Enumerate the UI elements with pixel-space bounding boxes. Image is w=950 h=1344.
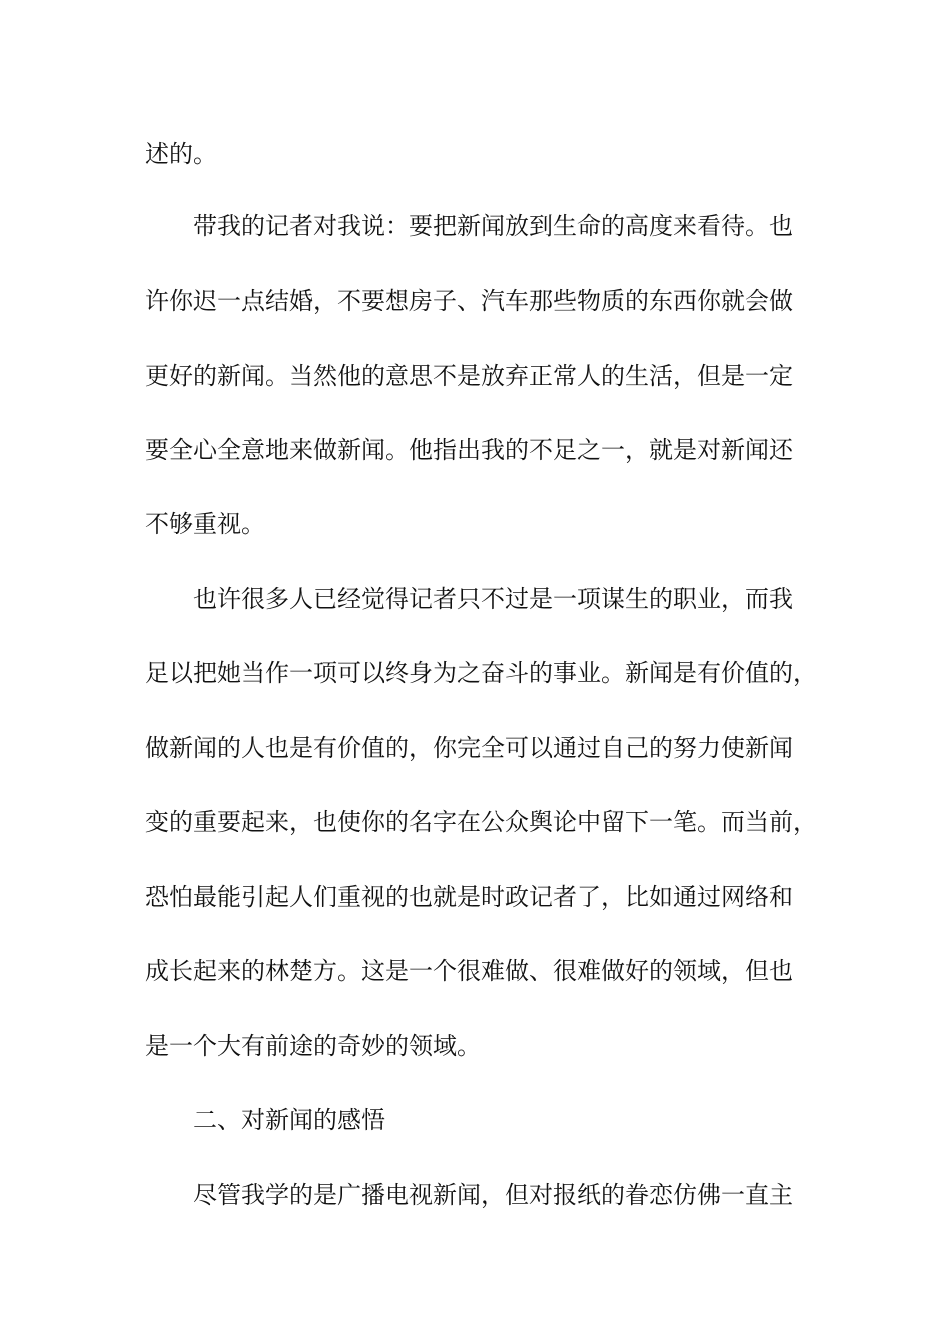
text-line: 恐怕最能引起人们重视的也就是时政记者了，比如通过网络和 xyxy=(145,883,793,911)
text-line: 也许很多人已经觉得记者只不过是一项谋生的职业，而我 xyxy=(193,585,793,613)
text-line: 足以把她当作一项可以终身为之奋斗的事业。新闻是有价值的， xyxy=(145,659,817,687)
text-line: 要全心全意地来做新闻。他指出我的不足之一，就是对新闻还 xyxy=(145,436,793,464)
text-line: 述的。 xyxy=(145,140,217,168)
text-line: 带我的记者对我说：要把新闻放到生命的高度来看待。也 xyxy=(193,212,793,240)
text-line: 尽管我学的是广播电视新闻，但对报纸的眷恋仿佛一直主 xyxy=(193,1181,793,1209)
text-line: 许你迟一点结婚，不要想房子、汽车那些物质的东西你就会做 xyxy=(145,287,793,315)
text-line: 变的重要起来，也使你的名字在公众舆论中留下一笔。而当前， xyxy=(145,808,817,836)
text-line: 不够重视。 xyxy=(145,510,265,538)
text-line: 更好的新闻。当然他的意思不是放弃正常人的生活，但是一定 xyxy=(145,362,793,390)
text-line: 是一个大有前途的奇妙的领域。 xyxy=(145,1032,481,1060)
text-line: 做新闻的人也是有价值的，你完全可以通过自己的努力使新闻 xyxy=(145,734,793,762)
section-heading: 二、对新闻的感悟 xyxy=(193,1106,385,1134)
text-line: 成长起来的林楚方。这是一个很难做、很难做好的领域，但也 xyxy=(145,957,793,985)
